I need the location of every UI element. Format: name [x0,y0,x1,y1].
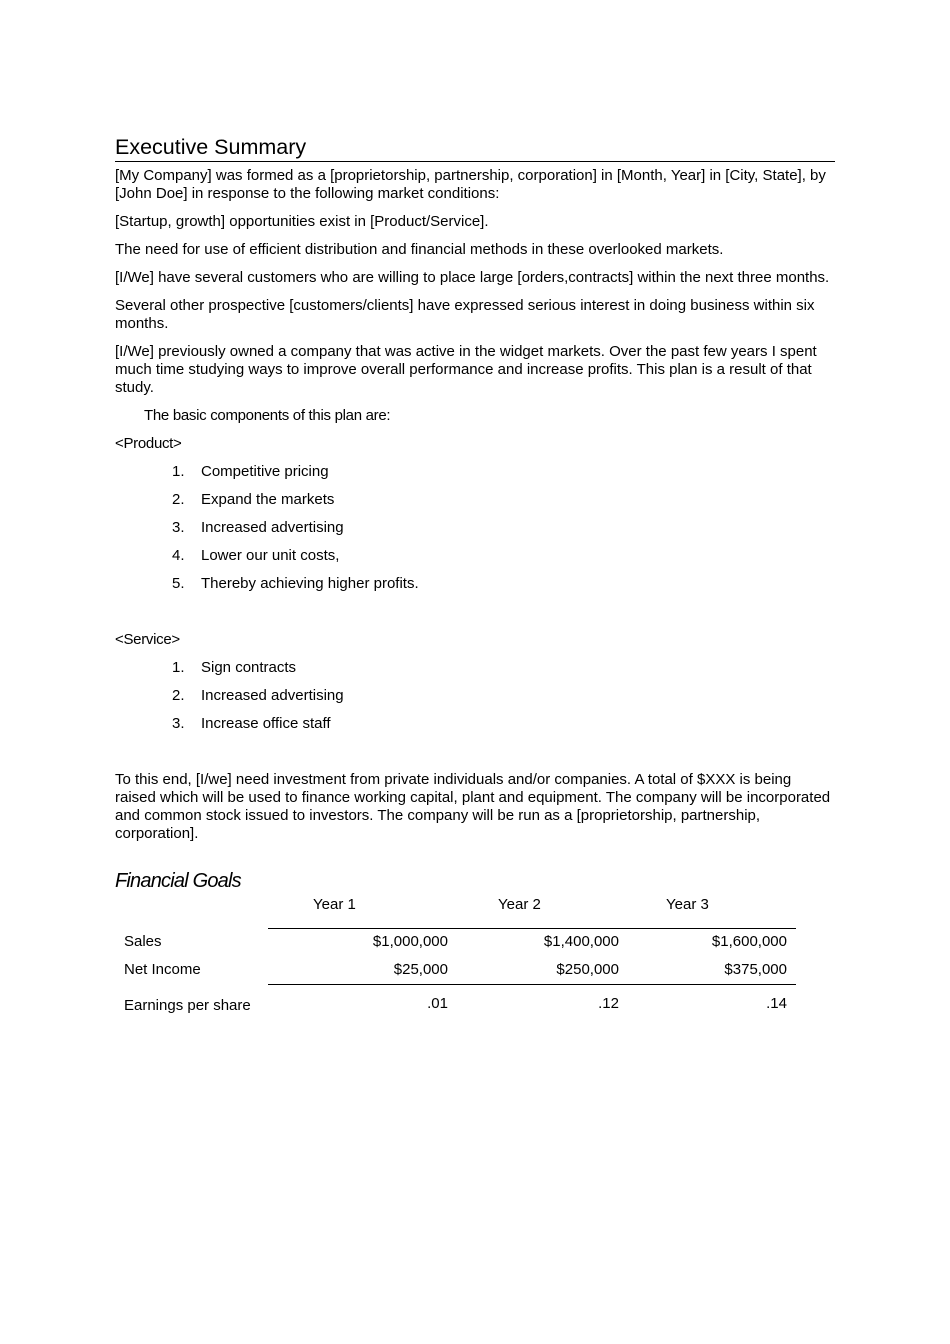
table-cell: $375,000 [724,960,787,978]
table-header-cell: Year 2 [498,896,541,913]
list-text: Lower our unit costs, [201,547,340,564]
list-item [115,575,835,593]
product-label: <Product> [115,435,182,452]
list-item [115,463,835,481]
paragraph-history: [I/We] previously owned a company that was active in the widget markets. Over the past few years I spent much time studying ways to improve overall performance and increase profits. This plan is a result of that study. [115,343,817,396]
list-text: Thereby achieving higher profits. [201,575,419,592]
list-text: Increased advertising [201,519,344,536]
paragraph-investment: To this end, [I/we] need investment from private individuals and/or companies. A total of $XXX is being raised which will be used to finance working capital, plant and equipment. The company will be incorporated and common stock issued to investors. The company will be run as a [proprietorship, partnership, corporation]. [115,771,831,842]
table-header-empty [115,896,268,928]
list-text: Increased advertising [201,687,344,704]
paragraph-distribution: The need for use of efficient distribution and financial methods in these overlooked markets. [115,241,724,258]
list-text: Competitive pricing [201,463,329,480]
financial-goals-title: Financial Goals [115,870,241,892]
list-number: 3. [172,519,185,536]
table-cell: .01 [268,984,456,1024]
list-text: Sign contracts [201,659,297,676]
table-cell: $1,600,000 [628,928,796,956]
list-item [115,491,835,509]
product-list [115,463,835,593]
financial-goals-table [115,896,796,1024]
row-label: Sales [124,933,162,950]
service-list [115,659,835,733]
row-label: Earnings per share [124,997,251,1014]
list-item [115,519,835,537]
table-row [115,984,796,1024]
table-cell: $1,000,000 [268,928,456,956]
row-label: Net Income [124,961,201,978]
list-number: 1. [172,659,185,676]
table-header-row [115,896,796,928]
table-cell: .14 [628,984,796,1024]
list-item [115,659,835,677]
list-number: 2. [172,491,185,508]
table-header-cell: Year 1 [313,896,356,913]
list-number: 5. [172,575,185,592]
components-heading: The basic components of this plan are: [144,407,391,424]
paragraph-prospects: Several other prospective [customers/clients] have expressed serious interest in doing business within six months. [115,297,815,332]
table-row [115,956,796,984]
paragraph-opportunities: [Startup, growth] opportunities exist in [Product/Service]. [115,213,489,230]
page-title: Executive Summary [115,133,835,162]
table-header-cell: Year 3 [666,896,709,913]
list-item [115,547,835,565]
list-number: 4. [172,547,185,564]
list-item [115,687,835,705]
paragraph-formation: [My Company] was formed as a [proprietorship, partnership, corporation] in [Month, Year] in [City, State], by [John Doe] in response to the following market conditions: [115,167,826,202]
list-number: 3. [172,715,185,732]
list-item [115,715,835,733]
table-cell: $250,000 [556,960,619,978]
list-text: Increase office staff [201,715,331,732]
paragraph-customers: [I/We] have several customers who are willing to place large [orders,contracts] within the next three months. [115,269,830,286]
table-cell: .12 [456,984,628,1024]
list-number: 1. [172,463,185,480]
service-label: <Service> [115,631,180,648]
list-text: Expand the markets [201,491,335,508]
table-cell: $25,000 [393,960,448,978]
table-cell: $1,400,000 [456,928,628,956]
list-number: 2. [172,687,185,704]
table-row [115,928,796,956]
document-page [115,133,835,1024]
